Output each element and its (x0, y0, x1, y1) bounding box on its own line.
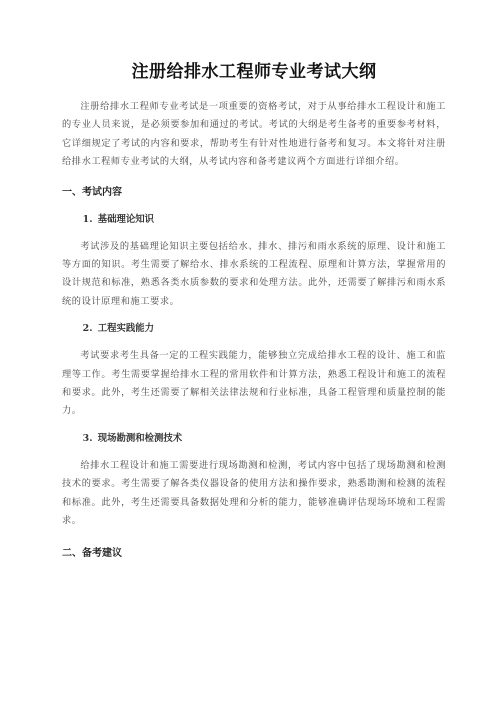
subsection-title: 基础理论知识 (97, 213, 154, 225)
document-title: 注册给排水工程师专业考试大纲 (131, 62, 377, 82)
subsection-basic-theory (62, 211, 446, 312)
section-heading-prep-advice: 二、备考建议 (62, 547, 122, 559)
section-heading-exam-content: 一、考试内容 (62, 186, 122, 198)
subsection-paragraph: 考试要求考生具备一定的工程实践能力，能够独立完成给排水工程的设计、施工和监理等工作。考生需要掌握给排水工程的常用软件和计算方法，熟悉工程设计和施工的流程和要求。此外，考生还需要了解相关法律法规和行业标准，具备工程管理和质量控制的能力。 (62, 350, 446, 417)
subsection-survey-testing (62, 430, 446, 531)
subsection-heading (62, 320, 446, 338)
subsection-number: 2. (82, 323, 93, 335)
subsection-engineering-practice (62, 320, 446, 421)
document-page (0, 60, 502, 709)
subsection-heading (62, 211, 446, 229)
subsection-number: 3. (82, 432, 93, 444)
subsection-title: 工程实践能力 (97, 323, 154, 335)
subsection-number: 1. (82, 213, 93, 225)
subsection-title: 现场勘测和检测技术 (97, 432, 183, 444)
subsection-paragraph: 考试涉及的基础理论知识主要包括给水、排水、排污和雨水系统的原理、设计和施工等方面的知识。考生需要了解给水、排水系统的工程流程、原理和计算方法，掌握常用的设计规范和标准，熟悉各类水质参数的要求和处理方法。此外，还需要了解排污和雨水系统的设计原理和施工要求。 (62, 240, 446, 307)
intro-paragraph: 注册给排水工程师专业考试是一项重要的资格考试，对于从事给排水工程设计和施工的专业人员来说，是必须要参加和通过的考试。考试的大纲是考生备考的重要参考材料，它详细规定了考试的内容和要求，帮助考生有针对性地进行备考和复习。本文将针对注册给排水工程师专业考试的大纲，从考试内容和备考建议两个方面进行详细介绍。 (62, 101, 446, 168)
subsection-paragraph: 给排水工程设计和施工需要进行现场勘测和检测，考试内容中包括了现场勘测和检测技术的要求。考生需要了解各类仪器设备的使用方法和操作要求，熟悉勘测和检测的流程和标准。此外，考生还需要具备数据处理和分析的能力，能够准确评估现场环境和工程需求。 (62, 459, 446, 527)
subsection-heading (62, 430, 446, 448)
